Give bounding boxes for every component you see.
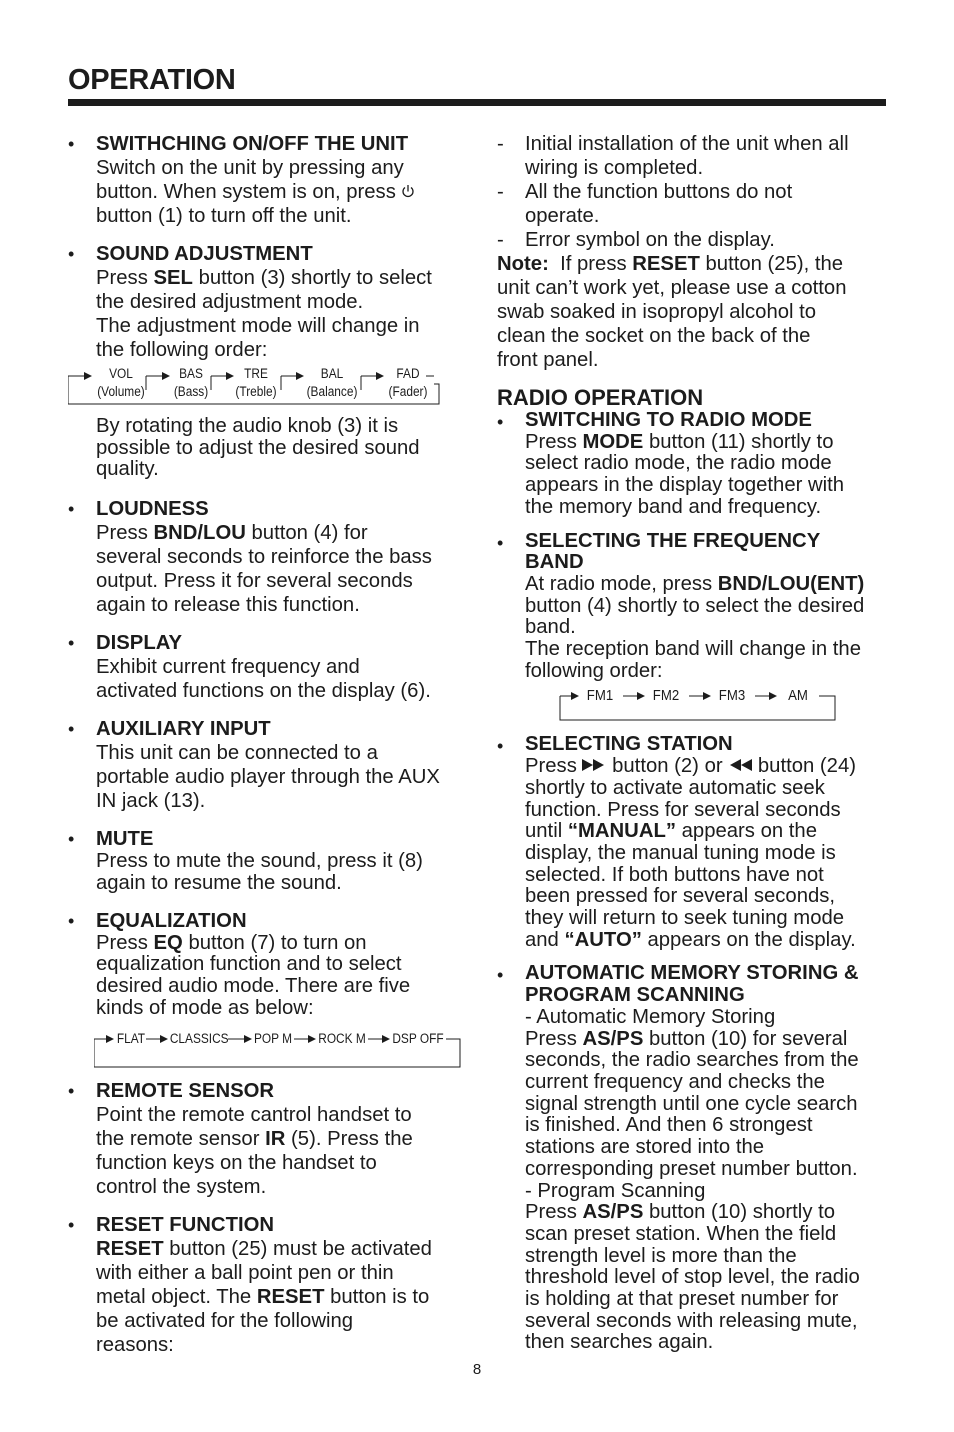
flow-node: FLAT	[116, 1031, 146, 1047]
flow-node: BAL (Balance)	[306, 366, 358, 399]
text-line: band.	[525, 616, 576, 639]
radio-operation-title: RADIO OPERATION	[497, 385, 704, 410]
title-rule	[68, 99, 886, 106]
bullet: •	[497, 736, 504, 757]
bullet: •	[497, 965, 504, 986]
text-line: scan preset station. When the field	[525, 1222, 837, 1245]
text-line: until “MANUAL” appears on the	[525, 820, 817, 843]
text-line: Press SEL button (3) shortly to select	[96, 267, 432, 289]
bullet: •	[68, 499, 75, 520]
section-heading: DISPLAY	[96, 632, 183, 655]
text-line: control the system.	[96, 1176, 267, 1199]
section-frequency-band	[497, 531, 889, 683]
text-line: several seconds to reinforce the bass	[96, 546, 432, 569]
text-line: desired audio mode. There are five	[96, 974, 411, 997]
text-line: Press MODE button (11) shortly to	[525, 430, 834, 453]
section-heading: PROGRAM SCANNING	[525, 984, 745, 1007]
text-line: appears in the display together with	[525, 474, 845, 497]
bullet: •	[68, 910, 75, 931]
text-line: be activated for the following	[96, 1310, 354, 1333]
text-line: they will return to seek tuning mode	[525, 907, 845, 930]
section-heading: REMOTE SENSOR	[96, 1080, 275, 1103]
text-line: then searches again.	[525, 1331, 714, 1354]
bullet: •	[68, 1081, 75, 1102]
text-line: This unit can be connected to a	[96, 742, 378, 765]
section-remote	[68, 1079, 468, 1199]
text-line: Press to mute the sound, press it (8)	[96, 850, 423, 873]
text-line: with either a ball point pen or thin	[96, 1262, 394, 1285]
flow-node: DSP OFF	[392, 1031, 444, 1047]
dash: -	[497, 229, 504, 251]
sound-mode-flow	[68, 362, 468, 408]
section-heading: AUXILIARY INPUT	[96, 718, 271, 741]
section-reset	[68, 1213, 468, 1357]
rewind-icon	[728, 759, 752, 771]
text-line: current frequency and checks the	[525, 1070, 825, 1093]
text-line: unit can’t work yet, please use a cotton	[497, 277, 847, 299]
section-heading: EQUALIZATION	[96, 909, 247, 932]
section-radio-mode	[497, 410, 889, 519]
bullet: •	[497, 412, 504, 432]
text-line: RESET button (25) must be activated	[96, 1238, 432, 1261]
band-flow	[559, 686, 839, 722]
text-line: selected. If both buttons have not	[525, 863, 824, 886]
dash: -	[497, 181, 504, 203]
bullet: •	[68, 719, 75, 740]
text-line: following order:	[525, 659, 663, 682]
section-aux	[68, 717, 468, 813]
page-title: OPERATION	[68, 64, 236, 96]
section-heading: SELECTING THE FREQUENCY	[525, 529, 821, 552]
dash: -	[497, 133, 504, 155]
section-loudness	[68, 497, 468, 617]
text-line: button (4) shortly to select the desired	[525, 594, 865, 617]
text-line: strength level is more than the	[525, 1244, 797, 1267]
section-display	[68, 631, 468, 703]
text-line: again to release this function.	[96, 594, 360, 617]
bullet: •	[68, 633, 75, 654]
sound-after-text	[68, 416, 468, 481]
left-column	[68, 132, 468, 1357]
text-line: portable audio player through the AUX	[96, 766, 440, 789]
reason-item: - Initial installation of the unit when all wiring is completed.	[497, 133, 849, 179]
text-line: output. Press it for several seconds	[96, 570, 413, 593]
text-line: corresponding preset number button.	[525, 1157, 858, 1180]
text-line: The reception band will change in the	[525, 638, 861, 661]
text-line: metal object. The RESET button is to	[96, 1286, 430, 1309]
text-line: Point the remote cantrol handset to	[96, 1104, 412, 1127]
text-line: kinds of mode as below:	[96, 996, 314, 1019]
text-line: display, the manual tuning mode is	[525, 841, 836, 864]
bullet: •	[497, 532, 504, 553]
text-line: button. When system is on, press	[96, 180, 468, 204]
section-sound	[68, 242, 468, 362]
text-line: function. Press for several seconds	[525, 798, 841, 821]
text-line: possible to adjust the desired sound	[96, 436, 420, 459]
text-line: the remote sensor IR (5). Press the	[96, 1128, 413, 1151]
right-column	[497, 132, 889, 1354]
text-line: signal strength until one cycle search	[525, 1092, 858, 1115]
text-line: and “AUTO” appears on the display.	[525, 928, 856, 951]
flow-node: ROCK M	[318, 1031, 366, 1047]
bullet: •	[68, 134, 75, 154]
flow-node: TRE (Treble)	[235, 366, 277, 399]
text-line: Note: If press RESET button (25), the	[497, 253, 844, 275]
text-line: stations are stored into the	[525, 1136, 765, 1159]
section-heading: BAND	[525, 551, 584, 574]
page-number: 8	[472, 1361, 482, 1378]
flow-node: POP M	[253, 1031, 293, 1047]
text-line: Press BND/LOU button (4) for	[96, 522, 368, 545]
text-line: shortly to activate automatic seek	[525, 776, 825, 799]
section-switching	[68, 132, 468, 228]
flow-node: CLASSICS	[169, 1031, 229, 1047]
flow-node: BAS (Bass)	[173, 366, 209, 399]
text-line: Press AS/PS button (10) shortly to	[525, 1201, 836, 1224]
bullet: •	[68, 829, 75, 850]
text-line: front panel.	[497, 349, 599, 371]
section-heading: RESET FUNCTION	[96, 1214, 275, 1237]
flow-node: FM2	[652, 687, 680, 705]
text-line: activated functions on the display (6).	[96, 680, 431, 703]
text-line: is finished. And then 6 strongest	[525, 1114, 813, 1137]
text-line: Press EQ button (7) to turn on	[96, 931, 367, 954]
text-line: the memory band and frequency.	[525, 495, 822, 518]
flow-node: VOL (Volume)	[97, 366, 145, 399]
text-line: several seconds with releasing mute,	[525, 1309, 858, 1332]
flow-node: FM3	[718, 687, 746, 705]
eq-mode-flow	[94, 1031, 494, 1069]
section-heading: AUTOMATIC MEMORY STORING &	[525, 962, 859, 985]
text-line: Exhibit current frequency and	[96, 656, 360, 679]
note-block	[497, 252, 889, 372]
text-line: reasons:	[96, 1334, 174, 1357]
reason-item: - Error symbol on the display.	[497, 229, 775, 251]
section-heading: SWITCHING TO RADIO MODE	[525, 409, 812, 431]
section-selecting-station	[497, 734, 889, 951]
text-line: By rotating the audio knob (3) it is	[96, 415, 399, 437]
text-line: Switch on the unit by pressing any	[96, 157, 404, 179]
text-line: At radio mode, press BND/LOU(ENT)	[525, 572, 865, 595]
section-heading: SOUND ADJUSTMENT	[96, 243, 313, 265]
reason-item: - All the function buttons do not operate.	[497, 181, 793, 227]
flow-node: FAD (Fader)	[388, 366, 428, 399]
text-line: clean the socket on the back of the	[497, 325, 811, 347]
section-heading: SWITHCHING ON/OFF THE UNIT	[96, 133, 409, 155]
fast-forward-icon	[582, 759, 606, 771]
text-line: seconds, the radio searches from the	[525, 1049, 859, 1072]
section-eq	[68, 909, 468, 1020]
text-line: is holding at that preset number for	[525, 1288, 839, 1311]
section-memory-storing	[497, 963, 889, 1354]
section-heading: MUTE	[96, 828, 154, 851]
text-line: Press AS/PS button (10) for several	[525, 1027, 848, 1050]
text-line: the following order:	[96, 339, 268, 361]
section-mute	[68, 827, 468, 894]
bullet: •	[68, 244, 75, 264]
text-line: function keys on the handset to	[96, 1152, 377, 1175]
text-line: quality.	[96, 458, 159, 481]
power-icon	[401, 183, 415, 199]
text-line: been pressed for several seconds,	[525, 885, 836, 908]
text-line: button (1) to turn off the unit.	[96, 205, 352, 227]
flow-node: AM	[788, 687, 808, 705]
text-line: select radio mode, the radio mode	[525, 452, 832, 475]
text-line: - Automatic Memory Storing	[525, 1005, 776, 1028]
text-line: the desired adjustment mode.	[96, 291, 364, 313]
text-line: Press button (2) or button (24)	[525, 755, 856, 778]
text-line: IN jack (13).	[96, 790, 206, 813]
text-line: threshold level of stop level, the radio	[525, 1266, 860, 1289]
text-line: - Program Scanning	[525, 1179, 706, 1202]
section-heading: LOUDNESS	[96, 498, 209, 521]
section-heading: SELECTING STATION	[525, 733, 733, 756]
text-line: The adjustment mode will change in	[96, 315, 420, 337]
text-line: swab soaked in isopropyl alcohol to	[497, 301, 817, 323]
flow-node: FM1	[586, 687, 614, 705]
text-line: equalization function and to select	[96, 953, 402, 976]
text-line: again to resume the sound.	[96, 871, 342, 894]
bullet: •	[68, 1215, 75, 1236]
